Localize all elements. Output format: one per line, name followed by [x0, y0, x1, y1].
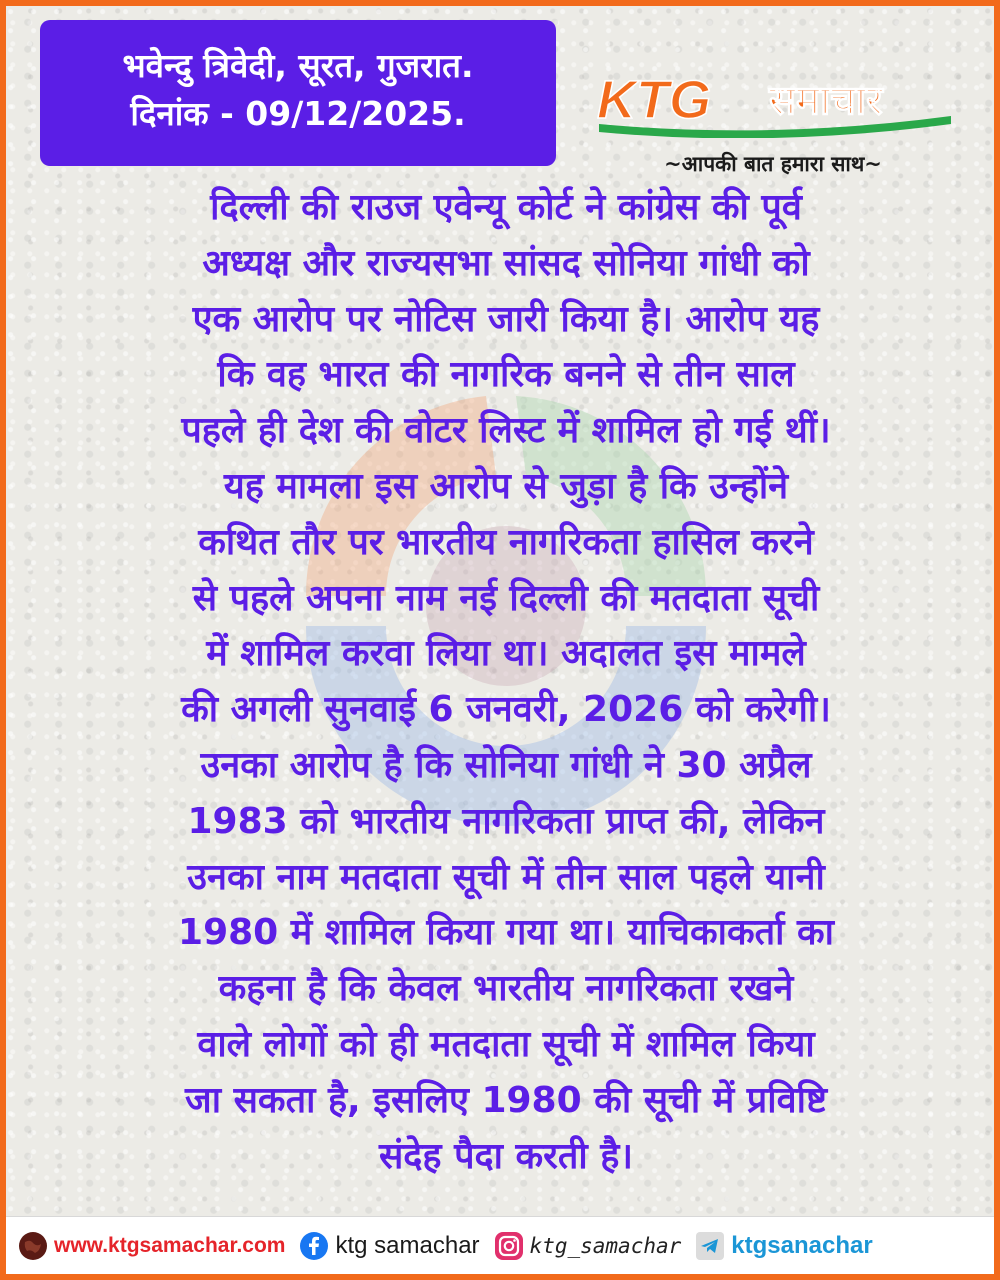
instagram-text: ktg_samachar — [529, 1233, 682, 1258]
article-line: कि वह भारत की नागरिक बनने से तीन साल — [217, 354, 795, 396]
logo-hindi-text: समाचार — [769, 78, 883, 124]
article-line: से पहले अपना नाम नई दिल्ली की मतदाता सूची — [192, 577, 820, 619]
tagline: ~आपकी बात हमारा साथ~ — [664, 152, 882, 176]
article-line: की अगली सुनवाई 6 जनवरी, 2026 को करेगी। — [181, 689, 831, 731]
article-line: यह मामला इस आरोप से जुड़ा है कि उन्होंने — [223, 465, 789, 507]
article-line: वाले लोगों को ही मतदाता सूची में शामिल किया — [197, 1023, 815, 1065]
article-line: 1983 को भारतीय नागरिकता प्राप्त की, लेकिन — [187, 800, 825, 842]
article-line: उनका आरोप है कि सोनिया गांधी ने 30 अप्रैल — [200, 744, 812, 786]
instagram-link[interactable] — [494, 1231, 682, 1261]
publish-date: दिनांक - 09/12/2025. — [130, 94, 466, 133]
article-line: कथित तौर पर भारतीय नागरिकता हासिल करने — [198, 521, 814, 563]
article-line: कहना है कि केवल भारतीय नागरिकता रखने — [218, 968, 794, 1010]
globe-icon — [18, 1231, 48, 1261]
website-text: www.ktgsamachar.com — [54, 1233, 286, 1257]
ktg-samachar-logo — [591, 68, 961, 138]
instagram-icon — [494, 1231, 524, 1261]
website-link[interactable] — [18, 1231, 285, 1261]
article-line: अध्यक्ष और राज्यसभा सांसद सोनिया गांधी को — [202, 242, 810, 284]
article-line: पहले ही देश की वोटर लिस्ट में शामिल हो गई थीं। — [181, 410, 831, 452]
article-line: एक आरोप पर नोटिस जारी किया है। आरोप यह — [192, 298, 820, 340]
article-body — [28, 180, 984, 1184]
article-line: उनका नाम मतदाता सूची में तीन साल पहले यानी — [187, 856, 825, 898]
article-line: में शामिल करवा लिया था। अदालत इस मामले — [206, 633, 806, 675]
facebook-icon — [299, 1231, 329, 1261]
article-line: 1980 में शामिल किया गया था। याचिकाकर्ता का — [178, 912, 834, 954]
facebook-text: ktg samachar — [335, 1231, 480, 1259]
telegram-icon — [695, 1231, 725, 1261]
facebook-link[interactable] — [299, 1231, 479, 1261]
telegram-link[interactable] — [695, 1231, 872, 1261]
byline-box — [40, 20, 556, 166]
article-line: जा सकता है, इसलिए 1980 की सूची में प्रविष्टि — [185, 1079, 827, 1121]
logo-latin-text: KTG — [597, 70, 711, 130]
article-line: दिल्ली की राउज एवेन्यू कोर्ट ने कांग्रेस की पूर्व — [210, 187, 802, 228]
article-line: संदेह पैदा करती है। — [378, 1135, 634, 1177]
telegram-text: ktgsanachar — [731, 1231, 873, 1259]
social-footer — [6, 1216, 994, 1274]
author-location: भवेन्दु त्रिवेदी, सूरत, गुजरात. — [122, 46, 474, 85]
